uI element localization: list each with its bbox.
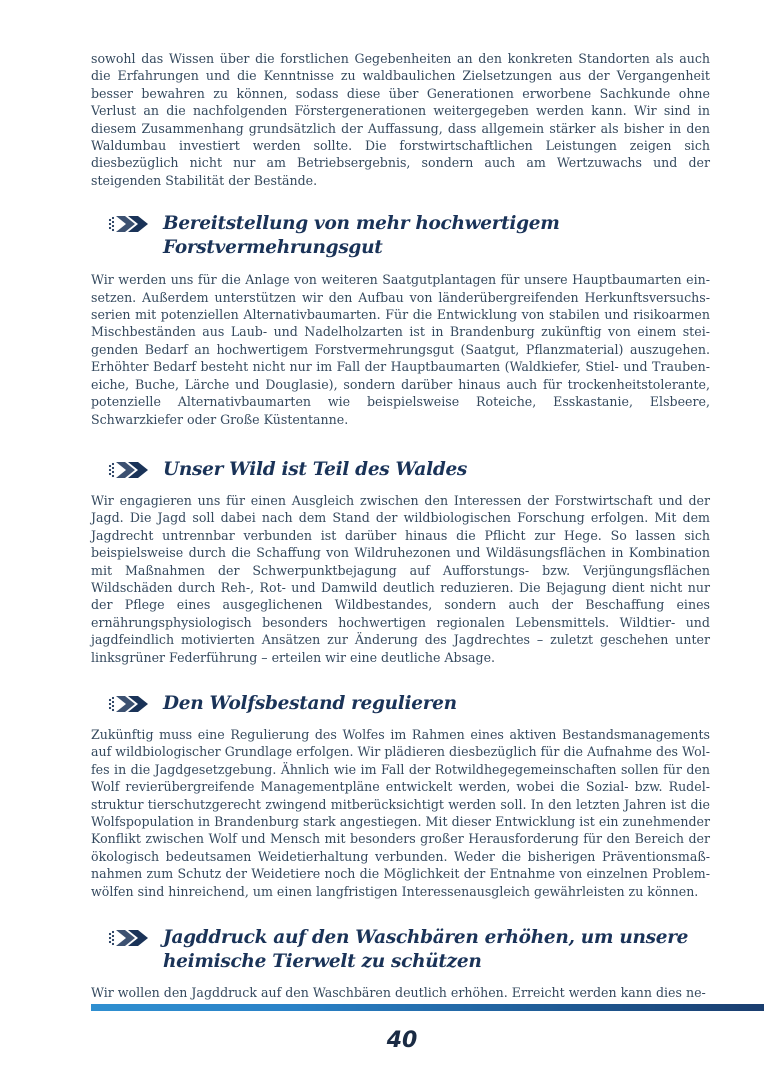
page-content [91,50,710,1001]
section-heading-line2: Forstvermehrungsgut [163,237,383,259]
section-heading-line2: heimische Tierwelt zu schützen [163,951,482,973]
section-body: Wir engagieren uns für einen Ausgleich zwischen den Interessen der Forstwirtschaft und der Jagd. Die Jagd soll dabei nach dem Stand der wildbiologischen Forschung erfolgen. Mit dem Jagdrecht untrennbar verbunden ist darüber hinaus die Pflicht zur Hege. So lassen sich beispielsweise durch die Schaffung von Wildruhezonen und Wildäsungsflächen in Kombination mit Maßnahmen der Schwerpunktbejagung auf Aufforstungs- bzw. Verjüngungsflächen Wildschäden durch Reh-, Rot- und Damwild deutlich reduzieren. Die Bejagung dient nicht nur der Pflege eines ausgeglichenen Wildbestandes, sondern auch der Beschaffung eines ernährungsphysiologisch besonders hochwertigen regionalen Lebensmittels. Wildtier- und jagdfeindlich motivierten Ansätzen zur Änderung des Jagdrechtes – zuletzt geschehen unter linksgrüner Federführung – erteilen wir eine deutliche Absage. [91,492,710,665]
section-heading [91,458,710,482]
footer-accent-bar [91,1004,764,1011]
section-heading-line1: Den Wolfsbestand regulieren [163,692,457,714]
section-body: Zukünftig muss eine Regulierung des Wolfes im Rahmen eines aktiven Bestandsmanagements auf wildbiologischer Grundlage erfolgen. Wir plädieren diesbezüglich für die Aufnahme des Wolfes in die Jagdgesetzgebung. Ähnlich wie im Fall der Rotwildhegegemeinschaften sollen für den Wolf revierübergreifende Managementpläne entwickelt werden, wobei die Sozial- bzw. Rudelstruktur tierschutzgerecht zwingend mitberücksichtigt werden soll. In den letzten Jahren ist die Wolfspopulation in Brandenburg stark angestiegen. Mit dieser Entwicklung ist ein zunehmender Konflikt zwischen Wolf und Mensch mit besonders großer Herausforderung für den Bereich der ökologisch bedeutsamen Weidetierhaltung verbunden. Weder die bisherigen Präventionsmaßnahmen zum Schutz der Weidetiere noch die Möglichkeit der Entnahme von einzelnen Problemwölfen sind hinreichend, um einen langfristigen Interessenausgleich gewährleisten zu können. [91,726,710,899]
double-chevron-right-icon [108,460,152,480]
section-heading-line1: Unser Wild ist Teil des Waldes [163,458,468,480]
section-body: Wir wollen den Jagddruck auf den Waschbären deutlich erhöhen. Erreicht werden kann dies ne- [91,985,706,1001]
section-heading-line1: Jagddruck auf den Waschbären erhöhen, um unsere [163,927,689,949]
double-chevron-right-icon [108,214,152,234]
section-heading [91,212,710,260]
section-heading [91,692,710,716]
page-number: 40 [386,1028,418,1053]
double-chevron-right-icon [108,928,152,948]
double-chevron-right-icon [108,694,152,714]
section-heading-line1: Bereitstellung von mehr hochwertigem [163,213,560,235]
intro-paragraph: sowohl das Wissen über die forstlichen Gegebenheiten an den konkreten Standorten als auch die Erfahrungen und die Kenntnisse zu waldbaulichen Zielsetzungen aus der Vergangenheit besser bewahren zu können, sodass diese über Generationen erworbene Sachkunde ohne Verlust an die nachfolgenden Förstergenerationen weitergegeben werden kann. Wir sind in diesem Zusammenhang grundsätzlich der Auffassung, dass allgemein stärker als bisher in den Waldumbau investiert werden sollte. Die forstwirtschaftlichen Leistungen zeigen sich diesbezüglich nicht nur am Betriebsergebnis, sondern auch am Wertzuwachs und der steigenden Stabilität der Bestände. [91,51,710,188]
section-body: Wir werden uns für die Anlage von weiteren Saatgutplantagen für unsere Hauptbaumarten einsetzen. Außerdem unterstützen wir den Aufbau von länderübergreifenden Herkunftsversuchsserien mit potenziellen Alternativbaumarten. Für die Entwicklung von stabilen und risikoarmen Mischbeständen aus Laub- und Nadelholzarten ist in Brandenburg zukünftig von einem steigenden Bedarf an hochwertigem Forstvermehrungsgut (Saatgut, Pflanzmaterial) auszugehen. Erhöhter Bedarf besteht nicht nur im Fall der Hauptbaumarten (Waldkiefer, Stiel- und Traubeneiche, Buche, Lärche und Douglasie), sondern darüber hinaus auch für trockenheitstolerante, potenzielle Alternativbaumarten wie beispielsweise Roteiche, Esskastanie, Elsbeere, Schwarzkiefer oder Große Küstentanne. [91,272,710,427]
section-heading [91,926,710,974]
